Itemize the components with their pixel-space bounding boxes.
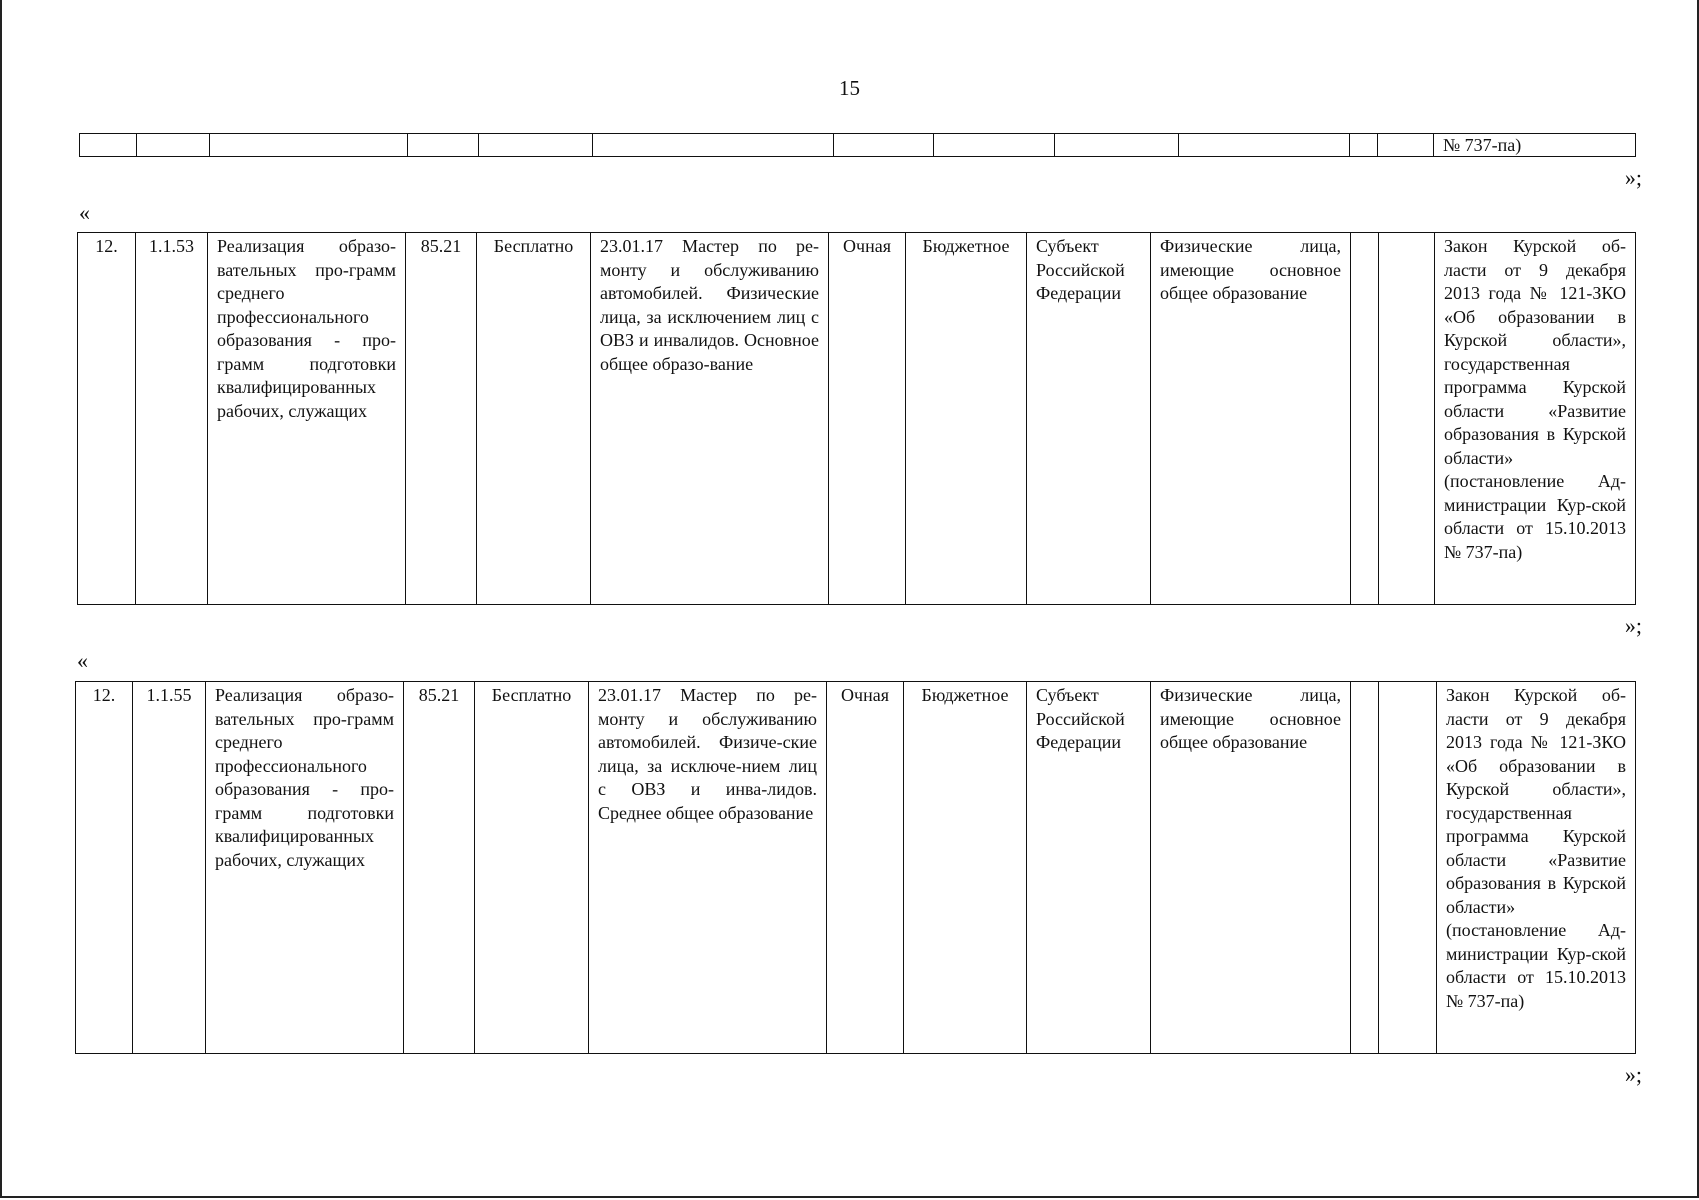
consumer-category: Физические лица, имеющие основное общее образование: [1151, 682, 1351, 1054]
payment-type: Бесплатно: [477, 233, 591, 605]
consumer-category: Физические лица, имеющие основное общее образование: [1151, 233, 1351, 605]
empty-cell: [1351, 682, 1379, 1054]
row-number: 12.: [78, 233, 136, 605]
funding-type: Бюджетное: [906, 233, 1027, 605]
empty-cell: [1379, 682, 1437, 1054]
service-name: Реализация образо-вательных про-грамм среднего профессионального образования - про-грамм подготовки квалифицированных рабочих, служащих: [208, 233, 406, 605]
responsible-subject: Субъект Российской Федерации: [1027, 682, 1151, 1054]
entry-table: [77, 232, 1636, 605]
continuation-table: [79, 133, 1636, 157]
service-code: 1.1.55: [133, 682, 206, 1054]
service-name: Реализация образо-вательных про-грамм среднего профессионального образования - про-грамм подготовки квалифицированных рабочих, служащих: [206, 682, 404, 1054]
payment-type: Бесплатно: [475, 682, 589, 1054]
opening-quote: «: [77, 648, 88, 673]
education-form: Очная: [829, 233, 906, 605]
opening-quote: «: [79, 200, 90, 225]
entry-table: [75, 681, 1636, 1054]
service-content: 23.01.17 Мастер по ре-монту и обслуживанию автомобилей. Физические лица, за исключением лиц с ОВЗ и инвалидов. Основное общее образо-вание: [591, 233, 829, 605]
continuation-row: [80, 134, 1636, 157]
row-number: 12.: [76, 682, 133, 1054]
responsible-subject: Субъект Российской Федерации: [1027, 233, 1151, 605]
service-code: 1.1.53: [136, 233, 208, 605]
closing-quote: »;: [1624, 165, 1642, 190]
closing-quote: »;: [1624, 1062, 1642, 1087]
table-row: [78, 233, 1636, 605]
legal-basis: Закон Курской об-ласти от 9 декабря 2013 года № 121-ЗКО «Об образовании в Курской области», государственная программа Курской области «Развитие образования в Курской области» (постановление Ад-министрации Кур-ской области от 15.10.2013 № 737-па): [1437, 682, 1636, 1054]
table-row: [76, 682, 1636, 1054]
closing-quote: »;: [1624, 613, 1642, 638]
funding-type: Бюджетное: [904, 682, 1027, 1054]
service-content: 23.01.17 Мастер по ре-монту и обслуживанию автомобилей. Физиче-ские лица, за исключе-нием лиц с ОВЗ и инва-лидов. Среднее общее образование: [589, 682, 827, 1054]
continuation-law-cell: № 737-па): [1434, 134, 1636, 157]
education-form: Очная: [827, 682, 904, 1054]
empty-cell: [1379, 233, 1435, 605]
empty-cell: [1351, 233, 1379, 605]
page-number: 15: [839, 76, 860, 100]
okved-code: 85.21: [406, 233, 477, 605]
legal-basis: Закон Курской об-ласти от 9 декабря 2013 года № 121-ЗКО «Об образовании в Курской области», государственная программа Курской области «Развитие образования в Курской области» (постановление Ад-министрации Кур-ской области от 15.10.2013 № 737-па): [1435, 233, 1636, 605]
okved-code: 85.21: [404, 682, 475, 1054]
